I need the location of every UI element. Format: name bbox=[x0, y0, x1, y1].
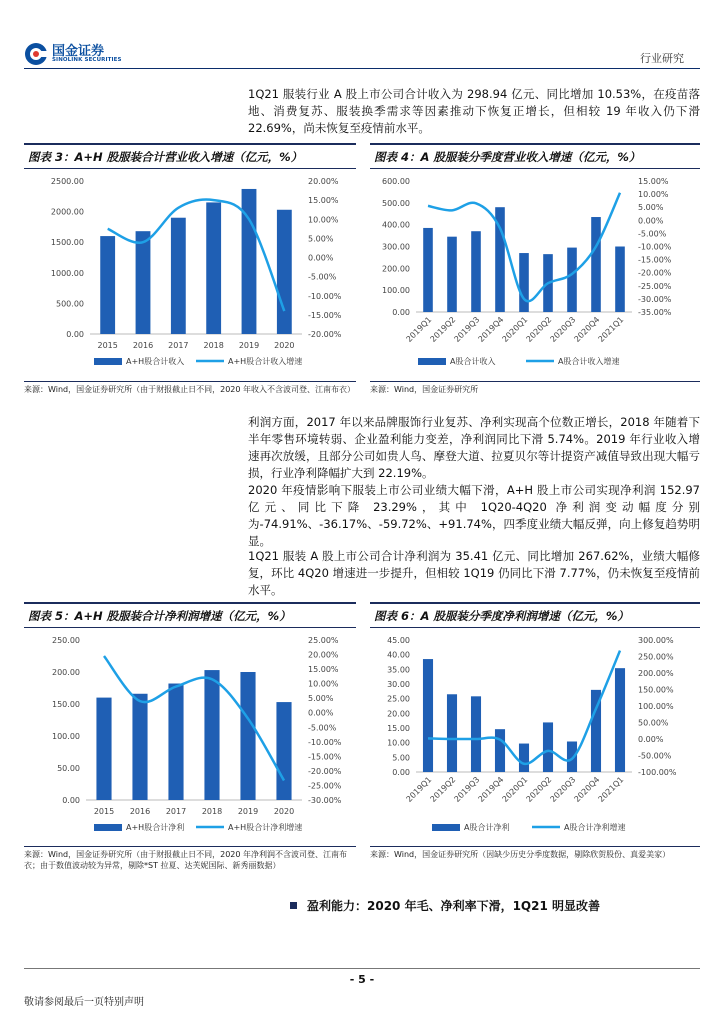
bar bbox=[615, 668, 625, 772]
y2-axis-tick-label: -5.00% bbox=[308, 723, 337, 733]
y-axis-tick-label: 200.00 bbox=[382, 264, 410, 274]
bar bbox=[240, 672, 255, 800]
chart-5-svg bbox=[24, 628, 356, 842]
legend-label: A+H股合计净利 bbox=[126, 823, 185, 832]
y2-axis-tick-label: 300.00% bbox=[638, 636, 674, 645]
y2-axis-tick-label: 20.00% bbox=[308, 177, 339, 186]
chart-source: 来源：Wind，国金证券研究所 bbox=[370, 385, 479, 394]
y2-axis-tick-label: 15.00% bbox=[308, 665, 339, 675]
y2-axis-tick-label: -15.00% bbox=[638, 255, 672, 265]
legend-swatch-bar bbox=[418, 358, 446, 365]
y-axis-tick-label: 25.00 bbox=[387, 694, 410, 704]
legend-label: A+H股合计净利增速 bbox=[228, 823, 303, 832]
paragraph-profit-history: 利润方面，2017 年以来品牌服饰行业复苏、净利实现高个位数正增长，2018 年随着下半年零售环境转弱、企业盈利能力变差，净利润同比下滑 5.74%。2019 年行业收入增速再次放缓，且部分公司如贵人鸟、摩登大道、拉夏贝尔等计提资产减值导致出现大幅亏损，行业净利降幅扩大到 22.19%。 bbox=[248, 415, 700, 480]
y-axis-tick-label: 35.00 bbox=[387, 665, 410, 675]
section-heading bbox=[290, 897, 600, 914]
bar bbox=[447, 237, 457, 312]
bar bbox=[96, 698, 111, 800]
y2-axis-tick-label: -20.00% bbox=[638, 268, 672, 278]
y-axis-tick-label: 45.00 bbox=[387, 636, 410, 645]
x-axis-tick-label: 2020Q2 bbox=[524, 775, 554, 804]
y-axis-tick-label: 500.00 bbox=[56, 299, 84, 309]
y2-axis-tick-label: 0.00% bbox=[638, 216, 664, 226]
y2-axis-tick-label: 0.00% bbox=[638, 735, 664, 744]
y2-axis-tick-label: 200.00% bbox=[638, 669, 674, 678]
y2-axis-tick-label: -5.00% bbox=[308, 272, 337, 282]
y-axis-tick-label: 600.00 bbox=[382, 177, 410, 186]
bar bbox=[567, 248, 577, 312]
footer-divider bbox=[24, 968, 700, 969]
bar bbox=[471, 696, 481, 772]
logo-text-cn: 国金证券 bbox=[52, 43, 105, 59]
chart-source: 来源：Wind，国金证券研究所（由于财报截止日不同，2020 年净利润不含波司登、江南布衣；由于数值波动较为异常，剔除*ST 拉夏、达芙妮国际、新秀丽数据） bbox=[24, 850, 348, 870]
chart-6-panel bbox=[370, 602, 700, 860]
square-bullet-icon bbox=[290, 902, 297, 909]
y2-axis-tick-label: 15.00% bbox=[638, 177, 669, 186]
y2-axis-tick-label: -10.00% bbox=[638, 242, 672, 252]
x-axis-tick-label: 2016 bbox=[132, 341, 154, 350]
x-axis-tick-label: 2020Q4 bbox=[572, 315, 602, 344]
y2-axis-tick-label: 100.00% bbox=[638, 702, 674, 711]
chart-3-panel bbox=[24, 143, 356, 395]
y2-axis-tick-label: -20.00% bbox=[308, 766, 342, 776]
x-axis-tick-label: 2016 bbox=[129, 807, 151, 816]
y-axis-tick-label: 2000.00 bbox=[50, 207, 84, 217]
bar bbox=[495, 729, 505, 772]
bar bbox=[543, 722, 553, 772]
y2-axis-tick-label: -30.00% bbox=[638, 294, 672, 304]
bar bbox=[423, 659, 433, 772]
y-axis-tick-label: 150.00 bbox=[52, 700, 80, 709]
y-axis-tick-label: 100.00 bbox=[382, 286, 410, 296]
x-axis-tick-label: 2017 bbox=[168, 341, 189, 350]
legend-swatch-bar bbox=[94, 358, 122, 365]
y2-axis-tick-label: -25.00% bbox=[308, 781, 342, 791]
source-rule bbox=[370, 381, 700, 382]
bar bbox=[447, 694, 457, 772]
y-axis-tick-label: 0.00 bbox=[392, 768, 410, 777]
y2-axis-tick-label: -15.00% bbox=[308, 310, 342, 320]
y2-axis-tick-label: -10.00% bbox=[308, 737, 342, 747]
y-axis-tick-label: 400.00 bbox=[382, 220, 410, 230]
y2-axis-tick-label: 150.00% bbox=[638, 685, 674, 695]
y2-axis-tick-label: 5.00% bbox=[638, 203, 664, 213]
x-axis-tick-label: 2020Q3 bbox=[548, 315, 578, 344]
y-axis-tick-label: 100.00 bbox=[52, 732, 80, 741]
x-axis-tick-label: 2017 bbox=[165, 807, 187, 816]
chart-source: 来源：Wind，国金证券研究所（由于财报截止日不同，2020 年收入不含波司登、江南布衣） bbox=[24, 385, 356, 394]
y2-axis-tick-label: 15.00% bbox=[308, 196, 339, 206]
x-axis-tick-label: 2020Q4 bbox=[572, 775, 602, 804]
section-tag: 行业研究 bbox=[640, 52, 684, 65]
x-axis-tick-label: 2019Q4 bbox=[476, 775, 506, 804]
y2-axis-tick-label: -10.00% bbox=[308, 291, 342, 301]
source-rule bbox=[24, 846, 356, 847]
legend-label: A股合计收入 bbox=[450, 357, 496, 366]
y-axis-tick-label: 5.00 bbox=[392, 753, 410, 763]
chart-title: 图表 6：A 股服装分季度净利润增速（亿元，%） bbox=[374, 609, 629, 623]
y2-axis-tick-label: 10.00% bbox=[638, 190, 669, 200]
y2-axis-tick-label: -5.00% bbox=[638, 229, 667, 239]
x-axis-tick-label: 2018 bbox=[203, 341, 224, 350]
x-axis-tick-label: 2020 bbox=[274, 341, 295, 350]
chart-title-rule bbox=[370, 143, 700, 145]
bar bbox=[591, 217, 601, 312]
bar bbox=[567, 741, 577, 772]
chart-title: 图表 5：A+H 股服装合计净利润增速（亿元，%） bbox=[28, 609, 291, 623]
y2-axis-tick-label: -50.00% bbox=[638, 751, 672, 761]
bar bbox=[100, 236, 115, 334]
y2-axis-tick-label: 10.00% bbox=[308, 215, 339, 225]
bar bbox=[136, 231, 151, 334]
bar bbox=[519, 253, 529, 312]
x-axis-tick-label: 2019 bbox=[238, 341, 260, 350]
y-axis-tick-label: 50.00 bbox=[57, 764, 80, 773]
legend-label: A+H股合计收入增速 bbox=[228, 357, 303, 366]
y2-axis-tick-label: -30.00% bbox=[308, 796, 342, 805]
chart-title-rule bbox=[24, 602, 356, 604]
chart-title: 图表 4：A 股服装分季度营业收入增速（亿元，%） bbox=[374, 150, 641, 164]
y-axis-tick-label: 20.00 bbox=[387, 709, 410, 719]
bar bbox=[132, 694, 147, 800]
y-axis-tick-label: 30.00 bbox=[387, 680, 410, 689]
y-axis-tick-label: 40.00 bbox=[387, 650, 410, 660]
bar bbox=[204, 670, 219, 800]
growth-line bbox=[104, 656, 284, 781]
logo-icon bbox=[24, 42, 48, 66]
x-axis-tick-label: 2019Q2 bbox=[428, 775, 458, 804]
y-axis-tick-label: 0.00 bbox=[62, 796, 80, 805]
bar bbox=[423, 228, 433, 312]
logo-text-en: SINOLINK SECURITIES bbox=[52, 56, 122, 63]
y-axis-tick-label: 500.00 bbox=[382, 198, 410, 208]
legend-label: A股合计净利 bbox=[464, 823, 510, 832]
company-logo bbox=[24, 42, 134, 66]
y2-axis-tick-label: 50.00% bbox=[638, 718, 669, 728]
page-number: - 5 - bbox=[349, 973, 375, 986]
y-axis-tick-label: 10.00 bbox=[387, 738, 410, 748]
x-axis-tick-label: 2020Q1 bbox=[500, 315, 530, 344]
y-axis-tick-label: 2500.00 bbox=[50, 177, 84, 186]
x-axis-tick-label: 2015 bbox=[93, 807, 115, 816]
bar bbox=[276, 702, 291, 800]
bar bbox=[277, 210, 292, 334]
header-divider bbox=[24, 68, 700, 69]
x-axis-tick-label: 2019Q2 bbox=[428, 315, 458, 344]
y2-axis-tick-label: 25.00% bbox=[308, 636, 339, 645]
y2-axis-tick-label: -15.00% bbox=[308, 752, 342, 762]
bar bbox=[519, 744, 529, 772]
chart-title: 图表 3：A+H 股服装合计营业收入增速（亿元，%） bbox=[28, 150, 303, 164]
x-axis-tick-label: 2020Q3 bbox=[548, 775, 578, 804]
chart-3-svg bbox=[24, 169, 356, 377]
y2-axis-tick-label: 10.00% bbox=[308, 679, 339, 689]
y2-axis-tick-label: 20.00% bbox=[308, 650, 339, 660]
chart-title-rule bbox=[370, 602, 700, 604]
y2-axis-tick-label: -100.00% bbox=[638, 768, 677, 777]
bar bbox=[471, 231, 481, 312]
y-axis-tick-label: 0.00 bbox=[66, 330, 84, 339]
source-rule bbox=[24, 381, 356, 382]
chart-4-svg bbox=[370, 169, 700, 377]
legend-label: A股合计收入增速 bbox=[558, 357, 620, 366]
legend-label: A+H股合计收入 bbox=[126, 357, 185, 366]
x-axis-tick-label: 2020Q2 bbox=[524, 315, 554, 344]
chart-source: 来源：Wind，国金证券研究所（因缺少历史分季度数据，剔除欣贺股份、真爱美家） bbox=[370, 850, 671, 859]
y-axis-tick-label: 200.00 bbox=[52, 668, 80, 677]
x-axis-tick-label: 2019Q4 bbox=[476, 315, 506, 344]
chart-6-svg bbox=[370, 628, 700, 842]
y-axis-tick-label: 15.00 bbox=[387, 724, 410, 733]
x-axis-tick-label: 2019Q1 bbox=[404, 315, 434, 344]
y2-axis-tick-label: -20.00% bbox=[308, 330, 342, 339]
paragraph-profit-1q21: 1Q21 服装 A 股上市公司合计净利润为 35.41 亿元、同比增加 267.62%，业绩大幅修复，环比 4Q20 增速进一步提升，但相较 1Q19 仍同比下滑 7.77%，仍未恢复至疫情前水平。 bbox=[248, 549, 700, 597]
bar bbox=[206, 202, 221, 334]
x-axis-tick-label: 2015 bbox=[97, 341, 118, 350]
y2-axis-tick-label: 0.00% bbox=[308, 253, 334, 263]
y2-axis-tick-label: 5.00% bbox=[308, 234, 334, 244]
x-axis-tick-label: 2021Q1 bbox=[596, 775, 626, 804]
y2-axis-tick-label: -25.00% bbox=[638, 281, 672, 291]
y-axis-tick-label: 1500.00 bbox=[50, 238, 84, 248]
bar bbox=[615, 247, 625, 313]
disclaimer: 敬请参阅最后一页特别声明 bbox=[24, 997, 144, 1008]
x-axis-tick-label: 2021Q1 bbox=[596, 315, 626, 344]
paragraph-revenue-1q21: 1Q21 服装行业 A 股上市公司合计收入为 298.94 亿元、同比增加 10.53%，在疫苗落地、消费复苏、服装换季需求等因素推动下恢复正增长，但相较 19 年收入仍下滑 22.69%，尚未恢复至疫情前水平。 bbox=[248, 87, 700, 135]
x-axis-tick-label: 2019Q3 bbox=[452, 315, 482, 344]
y-axis-tick-label: 250.00 bbox=[52, 636, 80, 645]
x-axis-tick-label: 2020Q1 bbox=[500, 775, 530, 804]
y-axis-tick-label: 1000.00 bbox=[50, 268, 84, 278]
bar bbox=[168, 684, 183, 800]
x-axis-tick-label: 2019Q3 bbox=[452, 775, 482, 804]
y2-axis-tick-label: 250.00% bbox=[638, 652, 674, 662]
x-axis-tick-label: 2019Q1 bbox=[404, 775, 434, 804]
growth-line bbox=[108, 200, 285, 312]
x-axis-tick-label: 2019 bbox=[237, 807, 259, 816]
legend-label: A股合计净利增速 bbox=[564, 823, 626, 832]
legend-swatch-bar bbox=[432, 824, 460, 831]
x-axis-tick-label: 2020 bbox=[273, 807, 295, 816]
y2-axis-tick-label: -35.00% bbox=[638, 308, 672, 317]
section-heading-text: 盈利能力：2020 年毛、净利率下滑，1Q21 明显改善 bbox=[307, 899, 601, 913]
y-axis-tick-label: 300.00 bbox=[382, 242, 410, 252]
y2-axis-tick-label: 0.00% bbox=[308, 708, 334, 718]
legend-swatch-bar bbox=[94, 824, 122, 831]
x-axis-tick-label: 2018 bbox=[201, 807, 223, 816]
chart-5-panel bbox=[24, 602, 356, 871]
y2-axis-tick-label: 5.00% bbox=[308, 694, 334, 704]
paragraph-profit-2020: 2020 年疫情影响下服装上市公司业绩大幅下滑，A+H 股上市公司实现净利润 152.97 亿元、同比下降 23.29%，其中 1Q20-4Q20 净利润变动幅度分别为-74.91%、-36.17%、-59.72%、+91.74%，四季度业绩大幅反弹，向上修复趋势明显。 bbox=[248, 483, 700, 548]
source-rule bbox=[370, 846, 700, 847]
chart-4-panel bbox=[370, 143, 700, 395]
y-axis-tick-label: 0.00 bbox=[392, 308, 410, 317]
chart-title-rule bbox=[24, 143, 356, 145]
bar bbox=[171, 218, 186, 334]
